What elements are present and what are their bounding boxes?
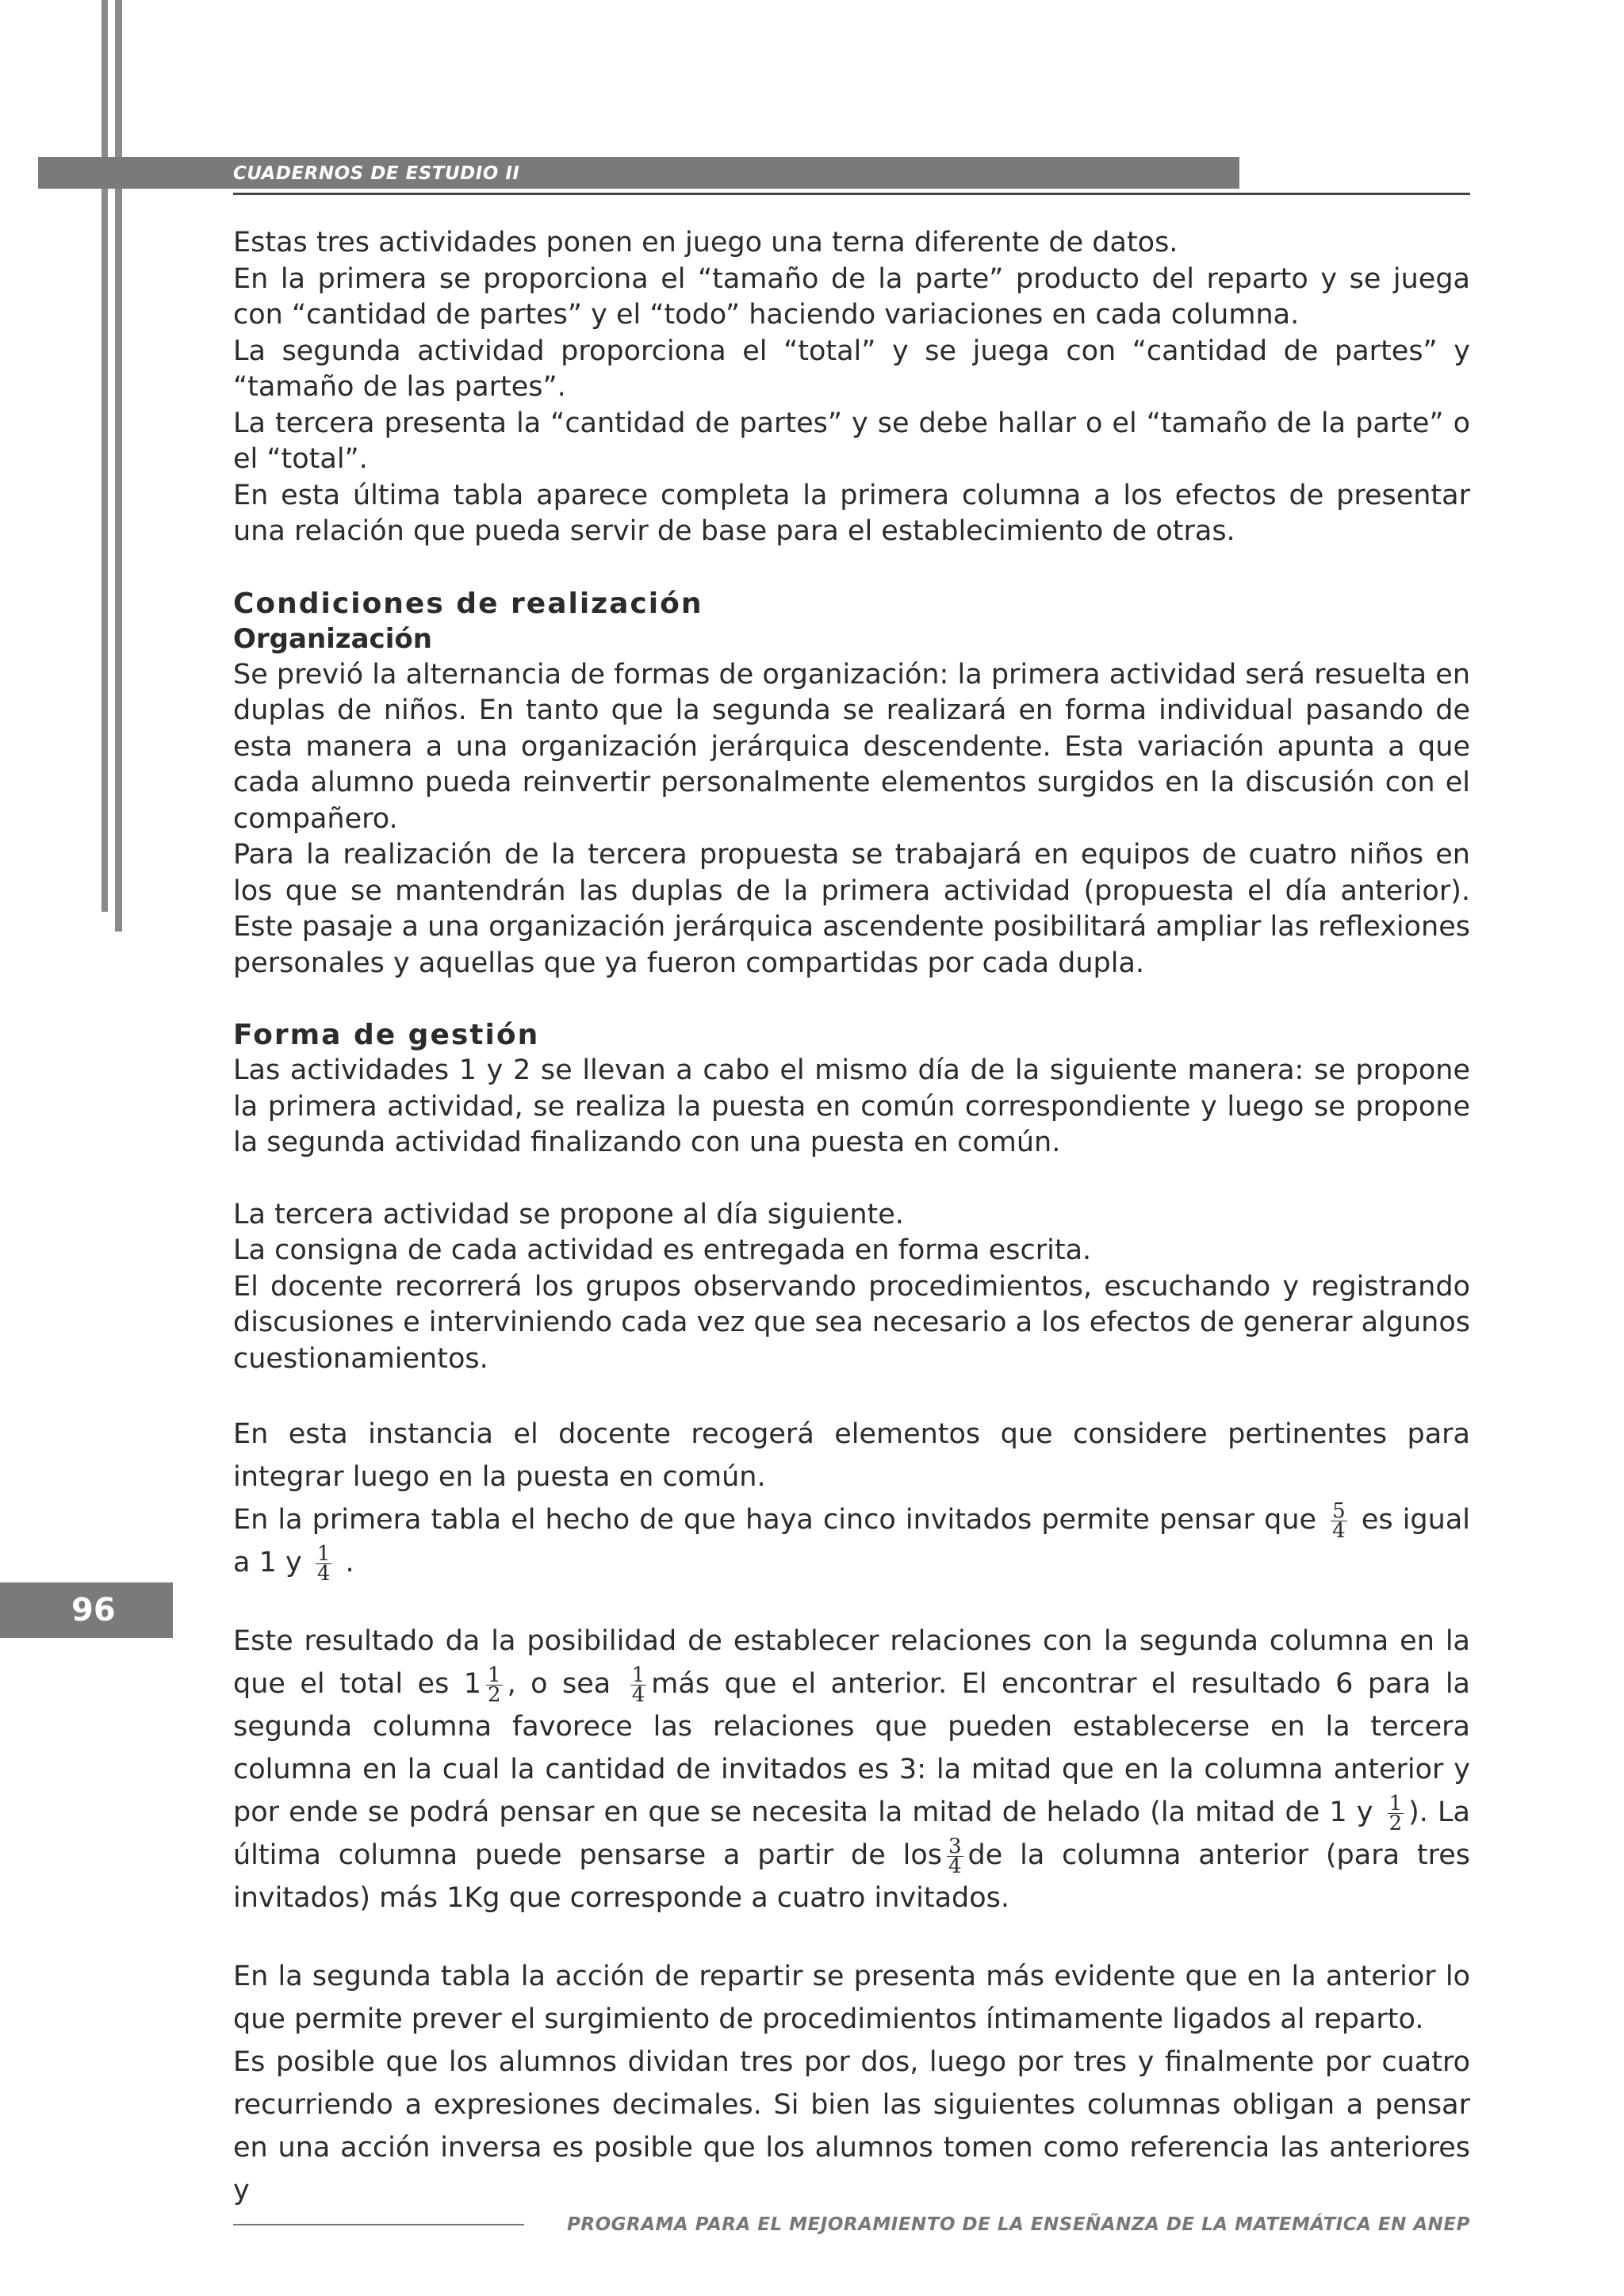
fraction: $\frac{5}{4}$ [1332,1498,1346,1543]
section-heading-condiciones: Condiciones de realización [233,587,703,620]
paragraph: Estas tres actividades ponen en juego una terna diferente de datos. [233,227,1178,258]
text-run: es igual a 1 y [233,1504,1470,1578]
text-run: ). La última columna puede pensarse a partir de los [233,1797,1470,1871]
subsection-heading-organizacion: Organización [233,622,432,655]
text-run: de la columna anterior (para tres invitados) más 1Kg que corresponde a cuatro invitados. [233,1839,1470,1914]
paragraph: La consigna de cada actividad es entregada en forma escrita. [233,1234,1092,1266]
running-header-title: CUADERNOS DE ESTUDIO II [233,163,520,184]
header-rule [233,193,1470,195]
text-run: , o sea [507,1668,611,1700]
paragraph-with-fractions [233,1498,1470,1584]
decorative-vertical-bar [115,0,122,932]
section-heading-gestion: Forma de gestión [233,1019,540,1051]
paragraph-with-fractions [233,1620,1470,1919]
page-body [233,225,1470,2212]
paragraph: La segunda actividad proporciona el “total” y se juega con “cantidad de partes” y “tamaño de las partes”. [233,335,1470,403]
paragraph: El docente recorrerá los grupos observando procedimientos, escuchando y registrando discusiones e interviniendo cada vez que sea necesario a los efectos de generar algunos cuestionamientos. [233,1270,1470,1375]
paragraph: Es posible que los alumnos dividan tres por dos, luego por tres y finalmente por cuatro recurriendo a expresiones decimales. Si bien las siguientes columnas obligan a pensar en una acción inversa es posible que los alumnos tomen como referencia las anteriores y [233,2046,1470,2206]
fraction: $\frac{1}{2}$ [1388,1791,1403,1835]
paragraph: La tercera actividad se propone al día siguiente. [233,1198,904,1230]
page-number: 96 [71,1592,116,1628]
text-run: En la primera tabla el hecho de que haya cinco invitados permite pensar que [233,1504,1317,1536]
text-run: Este resultado da la posibilidad de establecer relaciones con la segunda columna en la que el total es 1 [233,1625,1470,1700]
fraction: $\frac{3}{4}$ [948,1834,962,1878]
decorative-vertical-bar [102,0,108,912]
paragraph: La tercera presenta la “cantidad de partes” y se debe hallar o el “tamaño de la parte” o el “total”. [233,407,1470,475]
footer-rule [233,2224,524,2225]
fraction: $\frac{1}{4}$ [631,1663,645,1707]
running-footer: PROGRAMA PARA EL MEJORAMIENTO DE LA ENSEÑANZA DE LA MATEMÁTICA EN ANEP [567,2214,1470,2235]
paragraph: En esta última tabla aparece completa la primera columna a los efectos de presentar una relación que pueda servir de base para el establecimiento de otras. [233,479,1470,547]
fraction: $\frac{1}{2}$ [488,1663,501,1707]
paragraph: Las actividades 1 y 2 se llevan a cabo el mismo día de la siguiente manera: se propone la primera actividad, se realiza la puesta en común correspondiente y luego se propone la segunda actividad finalizando con una puesta en común. [233,1054,1470,1158]
paragraph: Se previó la alternancia de formas de organización: la primera actividad será resuelta en duplas de niños. En tanto que la segunda se realizará en forma individual pasando de esta manera a una organización jerárquica descendente. Esta variación apunta a que cada alumno pueda reinvertir personalmente elementos surgidos en la discusión con el compañero. [233,658,1470,835]
paragraph: En la primera se proporciona el “tamaño de la parte” producto del reparto y se juega con “cantidad de partes” y el “todo” haciendo variaciones en cada columna. [233,262,1470,331]
text-run: más que el anterior. El encontrar el resultado 6 para la segunda columna favorece las relaciones que pueden establecerse en la tercera columna en la cual la cantidad de invitados es 3: la mitad que en la columna anterior y por ende se podrá pensar en que se necesita la mitad de helado (la mitad de 1 y [233,1668,1471,1828]
header-band [38,157,1239,189]
paragraph: En la segunda tabla la acción de repartir se presenta más evidente que en la anterior lo que permite prever el surgimiento de procedimientos íntimamente ligados al reparto. [233,1961,1470,2035]
text-run: . [345,1547,354,1578]
paragraph: En esta instancia el docente recogerá elementos que considere pertinentes para integrar luego en la puesta en común. [233,1418,1470,1493]
paragraph: Para la realización de la tercera propuesta se trabajará en equipos de cuatro niños en los que se mantendrán las duplas de la primera actividad (propuesta el día anterior). Este pasaje a una organización jerárquica ascendente posibilitará ampliar las reflexiones personales y aquellas que ya fueron compartidas por cada dupla. [233,839,1470,979]
fraction: $\frac{1}{4}$ [316,1541,331,1586]
